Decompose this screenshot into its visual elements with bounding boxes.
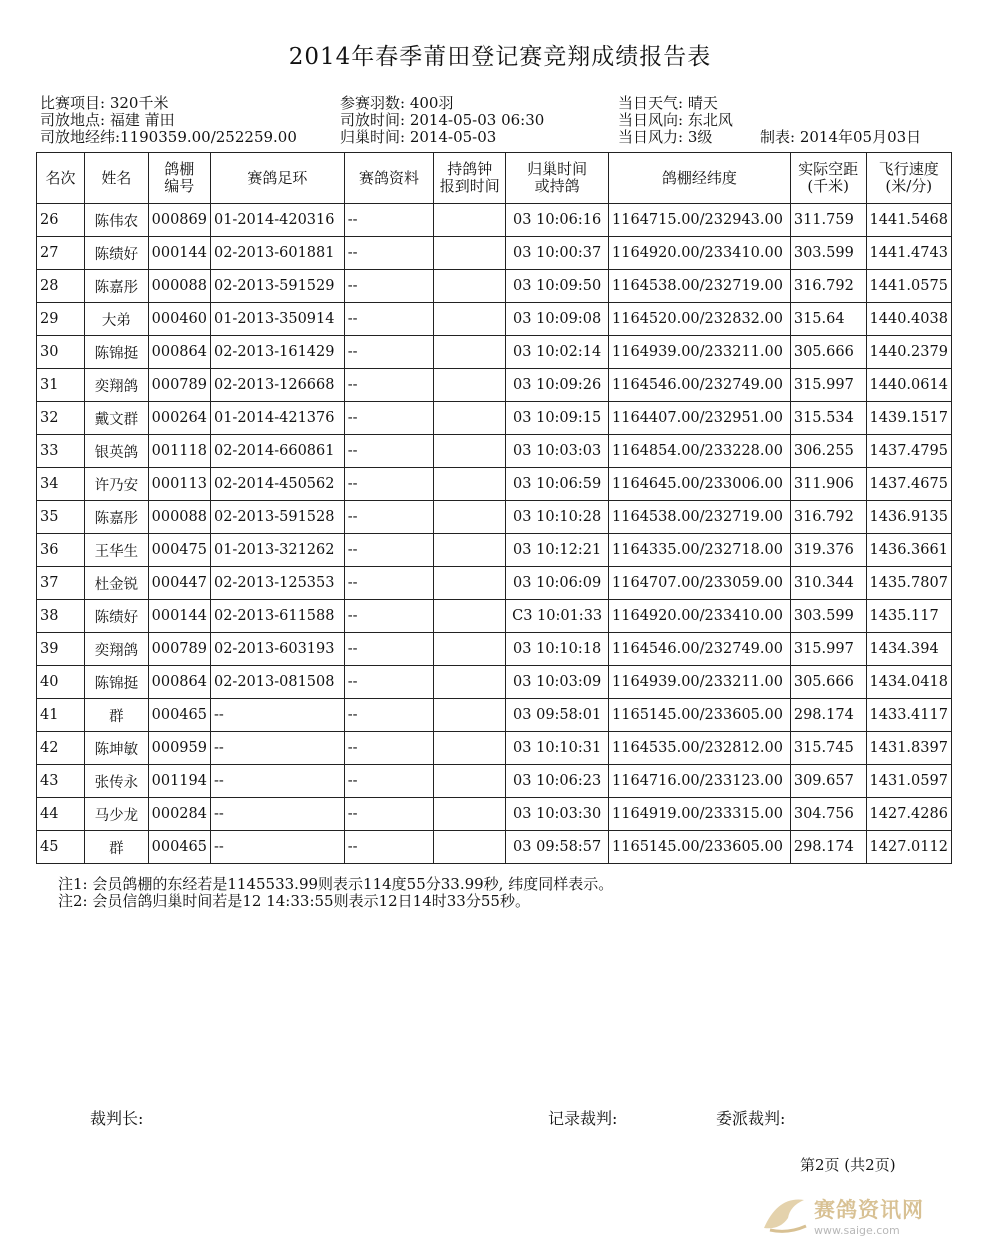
distance-cell: 306.255 (790, 435, 866, 468)
distance-cell: 315.745 (790, 732, 866, 765)
distance-cell: 315.997 (790, 369, 866, 402)
ring-cell: 02-2013-603193 (210, 633, 344, 666)
loft-id-cell: 000088 (148, 270, 210, 303)
clock-time-cell (434, 369, 506, 402)
ring-cell: 01-2014-421376 (210, 402, 344, 435)
distance-cell: 311.906 (790, 468, 866, 501)
loft-id-cell: 000789 (148, 633, 210, 666)
note-1: 注1: 会员鸽棚的东经若是1145533.99则表示114度55分33.99秒, 纬度同样表示。 (58, 875, 614, 893)
rank-cell: 31 (37, 369, 85, 402)
name-cell: 陈绩好 (85, 237, 149, 270)
coords-cell: 1164715.00/232943.00 (609, 204, 791, 237)
distance-cell: 311.759 (790, 204, 866, 237)
ring-cell: 01-2013-350914 (210, 303, 344, 336)
rank-cell: 45 (37, 831, 85, 864)
wind-force-label: 当日风力: 3级 (618, 128, 713, 146)
distance-cell: 315.64 (790, 303, 866, 336)
entries-label: 参赛羽数: 400羽 (340, 94, 454, 112)
column-header: 鸽棚经纬度 (609, 153, 791, 204)
table-row (37, 435, 952, 468)
clock-time-cell (434, 468, 506, 501)
distance-cell: 298.174 (790, 831, 866, 864)
clock-time-cell (434, 534, 506, 567)
clock-time-cell (434, 600, 506, 633)
clock-time-cell (434, 567, 506, 600)
speed-cell: 1427.4286 (866, 798, 951, 831)
speed-cell: 1437.4795 (866, 435, 951, 468)
arrival-time-cell: 03 10:06:23 (506, 765, 609, 798)
clock-time-cell (434, 435, 506, 468)
rank-cell: 29 (37, 303, 85, 336)
ring-cell: -- (210, 699, 344, 732)
loft-id-cell: 000864 (148, 666, 210, 699)
header-middle-block (340, 95, 544, 146)
arrival-time-cell: 03 10:06:16 (506, 204, 609, 237)
rank-cell: 30 (37, 336, 85, 369)
recording-judge-label: 记录裁判: (548, 1109, 618, 1128)
name-cell: 陈嘉彤 (85, 501, 149, 534)
ring-cell: -- (210, 765, 344, 798)
arrival-time-cell: 03 10:09:15 (506, 402, 609, 435)
name-cell: 陈绩好 (85, 600, 149, 633)
name-cell: 群 (85, 699, 149, 732)
coords-cell: 1164716.00/233123.00 (609, 765, 791, 798)
loft-id-cell: 000864 (148, 336, 210, 369)
table-row (37, 501, 952, 534)
speed-cell: 1431.0597 (866, 765, 951, 798)
loft-id-cell: 000869 (148, 204, 210, 237)
distance-cell: 303.599 (790, 600, 866, 633)
table-row (37, 732, 952, 765)
clock-time-cell (434, 765, 506, 798)
speed-cell: 1441.5468 (866, 204, 951, 237)
loft-id-cell: 000959 (148, 732, 210, 765)
table-row (37, 666, 952, 699)
header-left-block (40, 95, 297, 146)
rank-cell: 34 (37, 468, 85, 501)
column-header: 名次 (37, 153, 85, 204)
speed-cell: 1433.4117 (866, 699, 951, 732)
info-cell: -- (344, 435, 433, 468)
clock-time-cell (434, 501, 506, 534)
table-row (37, 600, 952, 633)
coords-cell: 1164546.00/232749.00 (609, 633, 791, 666)
clock-time-cell (434, 270, 506, 303)
table-row (37, 369, 952, 402)
name-cell: 奕翔鸽 (85, 633, 149, 666)
clock-time-cell (434, 798, 506, 831)
arrival-time-cell: 03 09:58:01 (506, 699, 609, 732)
coords-cell: 1164920.00/233410.00 (609, 600, 791, 633)
info-cell: -- (344, 402, 433, 435)
ring-cell: 02-2013-126668 (210, 369, 344, 402)
note-2: 注2: 会员信鸽归巢时间若是12 14:33:55则表示12日14时33分55秒。 (58, 892, 530, 910)
arrival-time-cell: 03 09:58:57 (506, 831, 609, 864)
speed-cell: 1431.8397 (866, 732, 951, 765)
table-row (37, 204, 952, 237)
table-row (37, 534, 952, 567)
name-cell: 大弟 (85, 303, 149, 336)
column-header: 飞行速度 (米/分) (866, 153, 951, 204)
ring-cell: 02-2013-161429 (210, 336, 344, 369)
table-row (37, 270, 952, 303)
speed-cell: 1441.4743 (866, 237, 951, 270)
distance-cell: 315.534 (790, 402, 866, 435)
arrival-time-cell: 03 10:06:59 (506, 468, 609, 501)
name-cell: 许乃安 (85, 468, 149, 501)
pigeon-logo-icon (760, 1190, 810, 1240)
loft-id-cell: 000088 (148, 501, 210, 534)
coords-cell: 1164535.00/232812.00 (609, 732, 791, 765)
speed-cell: 1441.0575 (866, 270, 951, 303)
rank-cell: 28 (37, 270, 85, 303)
rank-cell: 32 (37, 402, 85, 435)
name-cell: 张传永 (85, 765, 149, 798)
arrival-time-cell: 03 10:02:14 (506, 336, 609, 369)
coords-cell: 1165145.00/233605.00 (609, 699, 791, 732)
clock-time-cell (434, 204, 506, 237)
arrival-time-cell: 03 10:03:30 (506, 798, 609, 831)
table-row (37, 831, 952, 864)
name-cell: 奕翔鸽 (85, 369, 149, 402)
table-row (37, 567, 952, 600)
column-header: 实际空距 (千米) (790, 153, 866, 204)
arrival-time-cell: 03 10:03:03 (506, 435, 609, 468)
loft-id-cell: 001194 (148, 765, 210, 798)
table-row (37, 765, 952, 798)
coords-cell: 1164546.00/232749.00 (609, 369, 791, 402)
arrival-time-cell: 03 10:10:18 (506, 633, 609, 666)
info-cell: -- (344, 798, 433, 831)
arrival-time-cell: 03 10:12:21 (506, 534, 609, 567)
column-header: 赛鸽资料 (344, 153, 433, 204)
page-title: 2014年春季莆田登记赛竞翔成绩报告表 (288, 44, 712, 70)
ring-cell: 02-2013-591529 (210, 270, 344, 303)
coords-cell: 1164538.00/232719.00 (609, 270, 791, 303)
rank-cell: 44 (37, 798, 85, 831)
distance-cell: 303.599 (790, 237, 866, 270)
page-number: 第2页 (共2页) (800, 1156, 896, 1174)
name-cell: 群 (85, 831, 149, 864)
ring-cell: 02-2014-660861 (210, 435, 344, 468)
info-cell: -- (344, 534, 433, 567)
rank-cell: 41 (37, 699, 85, 732)
info-cell: -- (344, 237, 433, 270)
info-cell: -- (344, 699, 433, 732)
table-row (37, 468, 952, 501)
ring-cell: -- (210, 831, 344, 864)
name-cell: 戴文群 (85, 402, 149, 435)
coords-cell: 1164939.00/233211.00 (609, 336, 791, 369)
info-cell: -- (344, 831, 433, 864)
prepared-date: 制表: 2014年05月03日 (760, 128, 922, 146)
rank-cell: 26 (37, 204, 85, 237)
release-coords-label: 司放地经纬:1190359.00/252259.00 (40, 128, 297, 146)
column-header: 持鸽钟 报到时间 (434, 153, 506, 204)
clock-time-cell (434, 633, 506, 666)
arrival-time-cell: 03 10:09:50 (506, 270, 609, 303)
rank-cell: 36 (37, 534, 85, 567)
loft-id-cell: 000460 (148, 303, 210, 336)
ring-cell: 02-2013-081508 (210, 666, 344, 699)
clock-time-cell (434, 402, 506, 435)
rank-cell: 35 (37, 501, 85, 534)
release-place-label: 司放地点: 福建 莆田 (40, 111, 175, 129)
distance-cell: 310.344 (790, 567, 866, 600)
arrival-time-cell: 03 10:00:37 (506, 237, 609, 270)
return-time-label: 归巢时间: 2014-05-03 (340, 128, 497, 146)
rank-cell: 40 (37, 666, 85, 699)
coords-cell: 1164707.00/233059.00 (609, 567, 791, 600)
arrival-time-cell: 03 10:10:31 (506, 732, 609, 765)
loft-id-cell: 000447 (148, 567, 210, 600)
distance-cell: 305.666 (790, 666, 866, 699)
watermark (760, 1190, 975, 1240)
name-cell: 陈伟农 (85, 204, 149, 237)
table-header-row (37, 153, 952, 204)
results-table (36, 152, 952, 864)
notes (58, 876, 613, 910)
ring-cell: 02-2013-611588 (210, 600, 344, 633)
arrival-time-cell: C3 10:01:33 (506, 600, 609, 633)
info-cell: -- (344, 270, 433, 303)
name-cell: 银英鸽 (85, 435, 149, 468)
speed-cell: 1439.1517 (866, 402, 951, 435)
clock-time-cell (434, 831, 506, 864)
rank-cell: 27 (37, 237, 85, 270)
column-header: 鸽棚 编号 (148, 153, 210, 204)
weather-label: 当日天气: 晴天 (618, 94, 718, 112)
loft-id-cell: 000465 (148, 699, 210, 732)
ring-cell: 01-2013-321262 (210, 534, 344, 567)
coords-cell: 1164939.00/233211.00 (609, 666, 791, 699)
coords-cell: 1165145.00/233605.00 (609, 831, 791, 864)
table-body (37, 204, 952, 864)
info-cell: -- (344, 303, 433, 336)
ring-cell: 02-2014-450562 (210, 468, 344, 501)
chief-judge-label: 裁判长: (90, 1109, 144, 1128)
rank-cell: 38 (37, 600, 85, 633)
speed-cell: 1437.4675 (866, 468, 951, 501)
clock-time-cell (434, 666, 506, 699)
name-cell: 陈锦挺 (85, 666, 149, 699)
table-row (37, 402, 952, 435)
coords-cell: 1164335.00/232718.00 (609, 534, 791, 567)
speed-cell: 1427.0112 (866, 831, 951, 864)
loft-id-cell: 000284 (148, 798, 210, 831)
header-right-block (618, 95, 733, 146)
speed-cell: 1434.394 (866, 633, 951, 666)
clock-time-cell (434, 336, 506, 369)
arrival-time-cell: 03 10:03:09 (506, 666, 609, 699)
clock-time-cell (434, 237, 506, 270)
coords-cell: 1164645.00/233006.00 (609, 468, 791, 501)
arrival-time-cell: 03 10:10:28 (506, 501, 609, 534)
loft-id-cell: 000264 (148, 402, 210, 435)
coords-cell: 1164520.00/232832.00 (609, 303, 791, 336)
distance-cell: 316.792 (790, 270, 866, 303)
coords-cell: 1164920.00/233410.00 (609, 237, 791, 270)
speed-cell: 1435.7807 (866, 567, 951, 600)
column-header: 赛鸽足环 (210, 153, 344, 204)
clock-time-cell (434, 303, 506, 336)
arrival-time-cell: 03 10:06:09 (506, 567, 609, 600)
wind-direction-label: 当日风向: 东北风 (618, 111, 733, 129)
column-header: 归巢时间 或持鸽 (506, 153, 609, 204)
loft-id-cell: 000475 (148, 534, 210, 567)
info-cell: -- (344, 567, 433, 600)
watermark-name: 赛鸽资讯网 (814, 1197, 924, 1222)
rank-cell: 42 (37, 732, 85, 765)
rank-cell: 33 (37, 435, 85, 468)
loft-id-cell: 001118 (148, 435, 210, 468)
name-cell: 陈坤敏 (85, 732, 149, 765)
info-cell: -- (344, 336, 433, 369)
clock-time-cell (434, 699, 506, 732)
loft-id-cell: 000465 (148, 831, 210, 864)
distance-cell: 304.756 (790, 798, 866, 831)
table-row (37, 699, 952, 732)
watermark-url: www.saige.com (814, 1223, 900, 1237)
speed-cell: 1436.9135 (866, 501, 951, 534)
coords-cell: 1164919.00/233315.00 (609, 798, 791, 831)
rank-cell: 37 (37, 567, 85, 600)
speed-cell: 1434.0418 (866, 666, 951, 699)
table-row (37, 633, 952, 666)
speed-cell: 1435.117 (866, 600, 951, 633)
name-cell: 杜金锐 (85, 567, 149, 600)
loft-id-cell: 000789 (148, 369, 210, 402)
coords-cell: 1164854.00/233228.00 (609, 435, 791, 468)
speed-cell: 1436.3661 (866, 534, 951, 567)
arrival-time-cell: 03 10:09:26 (506, 369, 609, 402)
ring-cell: -- (210, 732, 344, 765)
distance-cell: 305.666 (790, 336, 866, 369)
ring-cell: 02-2013-601881 (210, 237, 344, 270)
info-cell: -- (344, 501, 433, 534)
release-time-label: 司放时间: 2014-05-03 06:30 (340, 111, 545, 129)
speed-cell: 1440.4038 (866, 303, 951, 336)
info-cell: -- (344, 666, 433, 699)
loft-id-cell: 000144 (148, 237, 210, 270)
distance-cell: 319.376 (790, 534, 866, 567)
clock-time-cell (434, 732, 506, 765)
rank-cell: 39 (37, 633, 85, 666)
ring-cell: 01-2014-420316 (210, 204, 344, 237)
column-header: 姓名 (85, 153, 149, 204)
table-row (37, 303, 952, 336)
info-cell: -- (344, 204, 433, 237)
ring-cell: 02-2013-125353 (210, 567, 344, 600)
table-row (37, 336, 952, 369)
table-row (37, 798, 952, 831)
distance-cell: 298.174 (790, 699, 866, 732)
coords-cell: 1164538.00/232719.00 (609, 501, 791, 534)
distance-cell: 316.792 (790, 501, 866, 534)
loft-id-cell: 000144 (148, 600, 210, 633)
info-cell: -- (344, 369, 433, 402)
event-label: 比赛项目: 320千米 (40, 94, 169, 112)
coords-cell: 1164407.00/232951.00 (609, 402, 791, 435)
info-cell: -- (344, 765, 433, 798)
name-cell: 陈嘉彤 (85, 270, 149, 303)
info-cell: -- (344, 600, 433, 633)
speed-cell: 1440.0614 (866, 369, 951, 402)
name-cell: 陈锦挺 (85, 336, 149, 369)
arrival-time-cell: 03 10:09:08 (506, 303, 609, 336)
rank-cell: 43 (37, 765, 85, 798)
name-cell: 马少龙 (85, 798, 149, 831)
speed-cell: 1440.2379 (866, 336, 951, 369)
info-cell: -- (344, 633, 433, 666)
ring-cell: 02-2013-591528 (210, 501, 344, 534)
distance-cell: 309.657 (790, 765, 866, 798)
ring-cell: -- (210, 798, 344, 831)
table-row (37, 237, 952, 270)
delegated-judge-label: 委派裁判: (716, 1109, 786, 1128)
info-cell: -- (344, 732, 433, 765)
distance-cell: 315.997 (790, 633, 866, 666)
loft-id-cell: 000113 (148, 468, 210, 501)
name-cell: 王华生 (85, 534, 149, 567)
info-cell: -- (344, 468, 433, 501)
